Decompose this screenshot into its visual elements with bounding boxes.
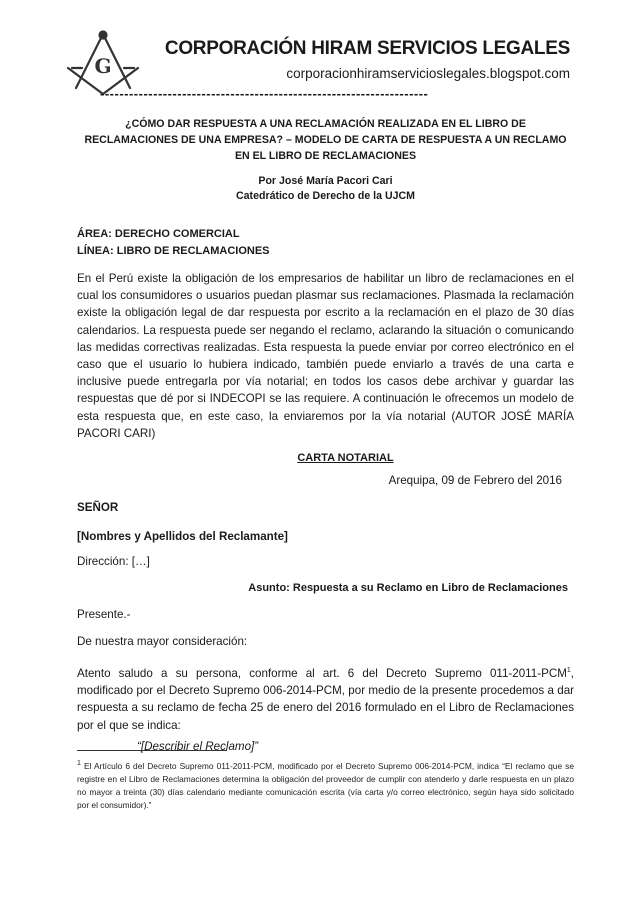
letter-address: Dirección: […] <box>77 555 150 569</box>
intro-paragraph: En el Perú existe la obligación de los empresarios de habilitar un libro de reclamaciones en el cual los consumidores o usuarios puedan plasmar sus reclamaciones. Plasmada la reclamación existe la obligación legal de dar respuesta por escrito a la reclamación en el plazo de 30 días calendarios. La respuesta puede ser negando el reclamo, aclarando la situación o comunicando las medidas correctivas realizadas. Esta respuesta la puede enviar por correo electrónico en el caso que el usuario lo hubiera indicado, también puede enviarlo a través de una carta e inclusive puede entregarla por vía notarial; en todos los casos debe archivar y guardar las respuestas que dé por si INDECOPI se las requiere. A continuación le ofrecemos un modelo de esta respuesta que, en este caso, la enviaremos por la vía notarial (AUTOR JOSÉ MARÍA PACORI CARI) <box>77 272 574 440</box>
footnote-divider <box>77 750 227 751</box>
header-dashed-rule: -------------------------------------------------------------------- <box>100 86 429 101</box>
footnote <box>77 757 574 812</box>
author-title: Catedrático de Derecho de la UJCM <box>236 190 415 202</box>
footnote-text: El Artículo 6 del Decreto Supremo 011-2011-PCM, modificado por el Decreto Supremo 006-2014-PCM, indica “El reclamo que se registre en el Libro de Reclamaciones determina la obligación del proveedor de cumplir con atenderlo y darle respuesta en un plazo no mayor a treinta (30) días calendario mediante comunicación escrita (vía carta y/o correo electrónico, según haya sido solicitado por el consumidor).” <box>77 760 574 810</box>
letter-salutation: SEÑOR <box>77 501 119 515</box>
logo-letter: G <box>94 54 112 78</box>
letter-heading: CARTA NOTARIAL <box>297 452 394 465</box>
letter-recipient: [Nombres y Apellidos del Reclamante] <box>77 530 288 544</box>
article-area <box>77 226 574 260</box>
letter-quote: “[Describir el Reclamo]” <box>137 739 259 753</box>
author-name: Por José María Pacori Cari <box>258 175 393 187</box>
letter-subject: Asunto: Respuesta a su Reclamo en Libro de Reclamaciones <box>248 582 568 595</box>
site-title: CORPORACIÓN HIRAM SERVICIOS LEGALES <box>164 38 570 59</box>
letter-body-start: Atento saludo a su persona, conforme al art. 6 del Decreto Supremo 011-2011-PCM <box>77 666 567 680</box>
footnote-reference[interactable]: 1 <box>566 667 571 675</box>
letter-body-paragraph <box>77 662 574 734</box>
area-label: ÁREA: DERECHO COMERCIAL <box>77 228 240 240</box>
letter-date: Arequipa, 09 de Febrero del 2016 <box>388 474 562 488</box>
article-byline <box>77 174 574 204</box>
article-headline: ¿CÓMO DAR RESPUESTA A UNA RECLAMACIÓN REALIZADA EN EL LIBRO DE RECLAMACIONES DE UNA EMPRESA? – MODELO DE CARTA DE RESPUESTA A UN RECLAMO EN EL LIBRO DE RECLAMACIONES <box>84 118 567 162</box>
site-url-link[interactable]: corporacionhiramservicioslegales.blogspot.com <box>286 66 570 81</box>
article-body <box>77 116 574 753</box>
letter-greeting: De nuestra mayor consideración: <box>77 635 248 649</box>
letter-presente: Presente.- <box>77 608 131 622</box>
linea-label: LÍNEA: LIBRO DE RECLAMACIONES <box>77 245 270 257</box>
letter-body-end: , modificado por el Decreto Supremo 006-2014-PCM, por medio de la presente procedemos a dar respuesta a su reclamo de fecha 25 de enero del 2016 formulado en el Libro de Reclamaciones por el que se indica: <box>77 666 574 732</box>
footnote-number: 1 <box>77 760 81 767</box>
